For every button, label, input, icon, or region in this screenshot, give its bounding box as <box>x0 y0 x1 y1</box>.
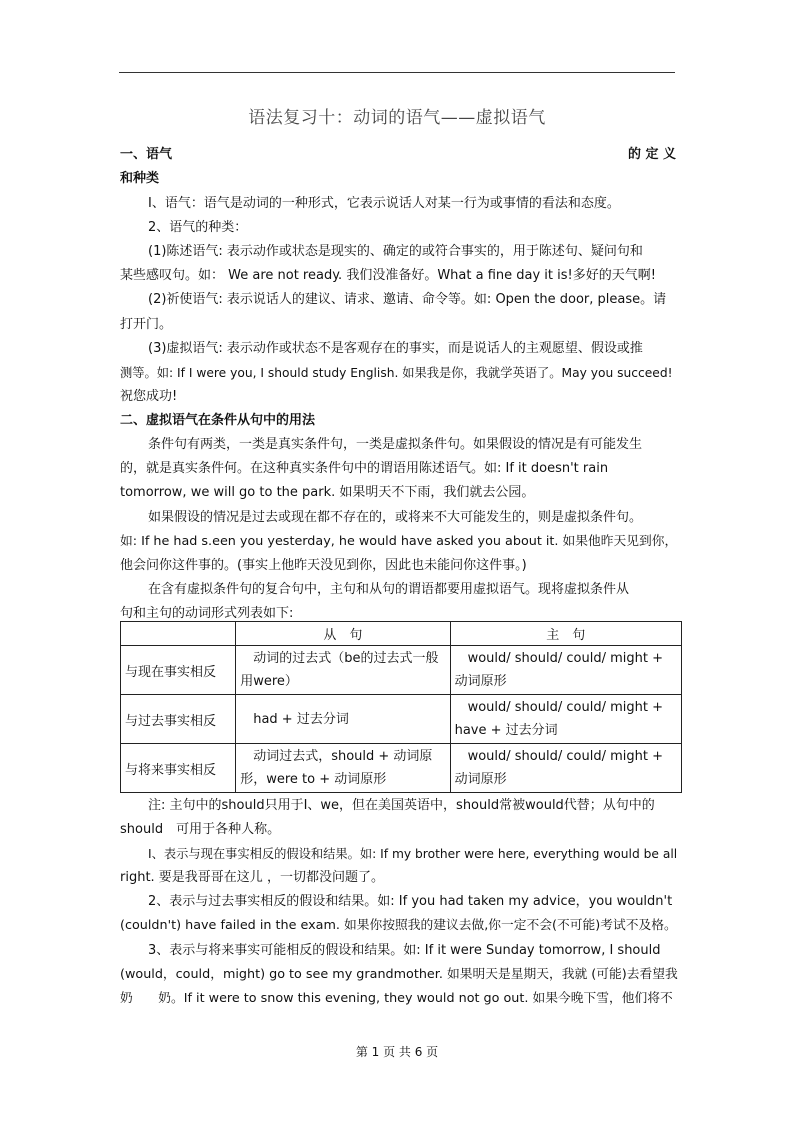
table-cell: 动词过去式，should + 动词原形，were to + 动词原形 <box>236 744 450 793</box>
table-row <box>121 744 682 793</box>
table-cell: 与将来事实相反 <box>121 744 236 793</box>
paragraph-line: 的，就是真实条件何。在这种真实条件句中的谓语用陈述语气。如: If it doesn't rain <box>120 461 609 476</box>
paragraph-line: 如果假设的情况是过去或现在都不存在的，或将来不大可能发生的，则是虚拟条件句。 <box>148 510 643 525</box>
paragraph-line: 测等。如: If I were you, I should study English. 如果我是你，我就学英语了。May you succeed! <box>120 366 673 380</box>
section-2-heading: 二、虚拟语气在条件从句中的用法 <box>120 413 316 428</box>
paragraph-line: should 可用于各种人称。 <box>120 822 281 837</box>
table-header-cell <box>121 622 236 646</box>
paragraph-line: 他会问你这件事的。(事实上他昨天没见到你，因此也未能问你这件事。) <box>120 558 527 573</box>
paragraph-line: 祝您成功! <box>120 389 178 404</box>
paragraph-line: tomorrow, we will go to the park. 如果明天不下雨，我们就去公园。 <box>120 485 535 500</box>
paragraph-line: (1)陈述语气: 表示动作或状态是现实的、确定的或符合事实的，用于陈述句、疑问句和 <box>148 244 643 259</box>
table-row <box>121 646 682 695</box>
table-row <box>121 695 682 744</box>
header-rule <box>119 72 675 73</box>
table-cell: 与过去事实相反 <box>121 695 236 744</box>
section-1-heading-right: 的 定 义 <box>627 147 676 162</box>
table-header-cell: 从 句 <box>236 622 450 646</box>
verb-form-table <box>120 621 682 793</box>
table-header-row <box>121 622 682 646</box>
paragraph-line: (couldn't) have failed in the exam. 如果你按照我的建议去做,你一定不会(不可能)考试不及格。 <box>120 918 677 933</box>
paragraph-line: 在含有虚拟条件句的复合句中，主句和从句的谓语都要用虚拟语气。现将虚拟条件从 <box>148 582 630 597</box>
paragraph-line: 注: 主句中的should只用于I、we，但在美国英语中，should常被would代替；从句中的 <box>148 798 655 813</box>
paragraph-line: Ⅰ、表示与现在事实相反的假设和结果。如: If my brother were here, everything would be all <box>148 847 678 861</box>
paragraph-line: (3)虚拟语气: 表示动作或状态不是客观存在的事实，而是说话人的主观愿望、假设或推 <box>148 341 643 356</box>
section-1-heading-left: 一、语气 <box>120 147 173 162</box>
table-cell: 与现在事实相反 <box>121 646 236 695</box>
paragraph-line: 2、表示与过去事实相反的假设和结果。如: If you had taken my advice，you wouldn't <box>148 894 673 909</box>
paragraph-line: 句和主句的动词形式列表如下: <box>120 606 294 621</box>
paragraph-line: right. 要是我哥哥在这儿 ，一切都没问题了。 <box>120 870 384 885</box>
table-cell: had + 过去分词 <box>236 695 450 744</box>
table-cell: would/ should/ could/ might + 动词原形 <box>450 744 681 793</box>
paragraph-line: 奶 奶。If it were to snow this evening, they would not go out. 如果今晚下雪，他们将不 <box>120 991 673 1006</box>
paragraph-line: Ⅰ、语气：语气是动词的一种形式，它表示说话人对某一行为或事情的看法和态度。 <box>148 196 620 211</box>
page-title: 语法复习十：动词的语气——虚拟语气 <box>248 108 546 128</box>
paragraph-line: 打开门。 <box>120 317 173 332</box>
paragraph-line: (2)祈使语气: 表示说话人的建议、请求、邀请、命令等。如: Open the door, please。请 <box>148 292 667 307</box>
section-1-heading-cont: 和种类 <box>120 171 160 186</box>
paragraph-line: 如: If he had s.een you yesterday, he would have asked you about it. 如果他昨天见到你， <box>120 534 678 549</box>
table-cell: would/ should/ could/ might + have + 过去分词 <box>450 695 681 744</box>
table-cell: 动词的过去式（be的过去式一般用were） <box>236 646 450 695</box>
paragraph-line: (would，could，might) go to see my grandmother. 如果明天是星期天，我就 (可能)去看望我 <box>120 967 678 982</box>
paragraph-line: 2、语气的种类： <box>148 220 248 235</box>
table-cell: would/ should/ could/ might + 动词原形 <box>450 646 681 695</box>
paragraph-line: 3、表示与将来事实可能相反的假设和结果。如: If it were Sunday tomorrow, I should <box>148 943 661 958</box>
section-1-heading <box>120 147 682 163</box>
table-header-cell: 主 句 <box>450 622 681 646</box>
paragraph-line: 条件句有两类，一类是真实条件句，一类是虚拟条件句。如果假设的情况是有可能发生 <box>148 437 643 452</box>
paragraph-line: 某些感叹句。如： We are not ready. 我们没准备好。What a fine day it is!多好的天气啊! <box>120 268 656 283</box>
page-number-footer: 第 1 页 共 6 页 <box>355 1045 439 1059</box>
